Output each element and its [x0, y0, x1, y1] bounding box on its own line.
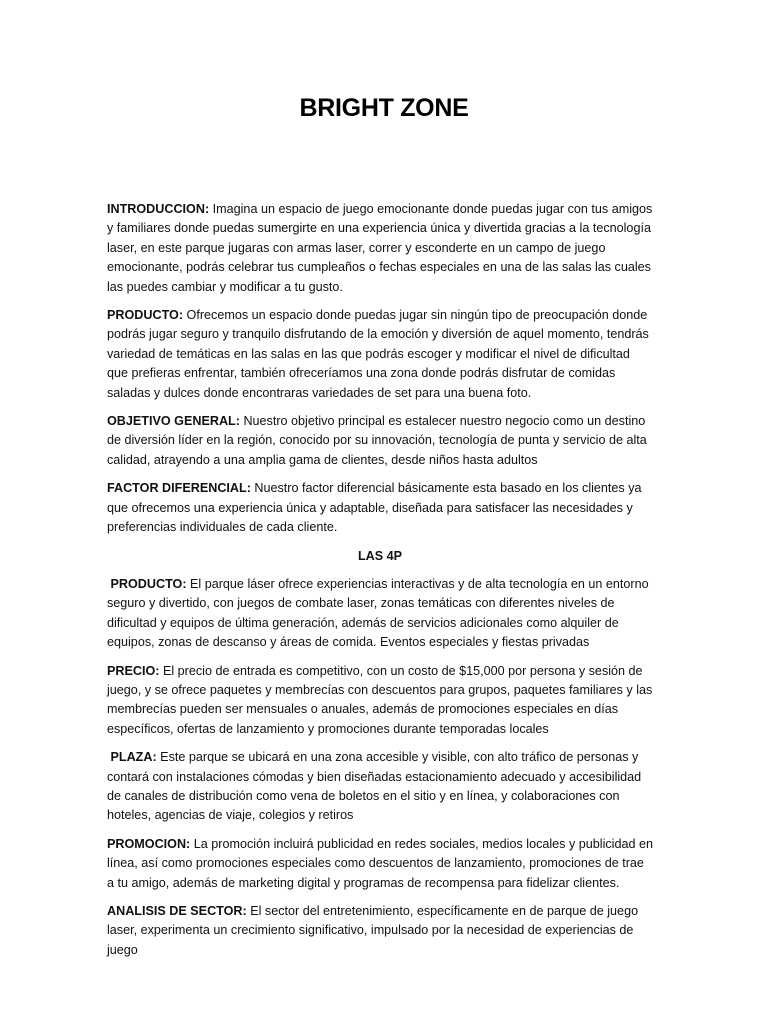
paragraph-producto	[107, 306, 653, 403]
paragraph-label: ANALISIS DE SECTOR:	[107, 904, 247, 918]
paragraph-text: El precio de entrada es competitivo, con un costo de $15,000 por persona y sesión de juego, y se ofrece paquetes y membrecías con descuentos para grupos, paquetes familiares y las membrecías pueden ser mensuales o anuales, además de promociones especiales en días específicos, ofertas de lanzamiento y promociones durante temporadas locales	[107, 663, 653, 736]
paragraph-objetivo-general	[107, 412, 653, 470]
paragraph-text: La promoción incluirá publicidad en redes sociales, medios locales y publicidad en línea, así como promociones especiales como descuentos de lanzamiento, promociones de trae a tu amigo, además de marketing digital y programas de recompensa para fidelizar clientes.	[107, 836, 653, 890]
paragraph-text: Imagina un espacio de juego emocionante donde puedas jugar con tus amigos y familiares donde puedas sumergirte en una experiencia única y divertida gracias a la tecnología laser, en este parque jugaras con armas laser, correr y esconderte en un campo de juego emocionante, podrás celebrar tus cumpleaños o fechas especiales en una de las salas las cuales las puedes cambiar y modificar a tu gusto.	[107, 202, 653, 294]
paragraph-label: PRODUCTO:	[107, 308, 184, 323]
paragraph-label: PRODUCTO:	[107, 576, 187, 591]
paragraph-label: PLAZA:	[107, 750, 157, 765]
paragraph-4p-precio	[107, 662, 653, 740]
document-title: BRIGHT ZONE	[299, 94, 469, 122]
paragraph-4p-promocion	[107, 835, 653, 893]
paragraph-label: OBJETIVO GENERAL:	[107, 414, 240, 429]
paragraph-factor-diferencial	[107, 479, 653, 537]
paragraph-text: Nuestro objetivo principal es estalecer nuestro negocio como un destino de diversión líder en la región, conocido por su innovación, tecnología de punta y servicio de alta calidad, atrayendo a una amplia gama de clientes, desde niños hasta adultos	[107, 414, 647, 467]
paragraph-4p-plaza	[107, 748, 653, 826]
paragraph-label: FACTOR DIFERENCIAL:	[107, 481, 251, 496]
paragraph-label: INTRODUCCION:	[107, 202, 210, 216]
paragraph-label: PROMOCION:	[107, 836, 191, 851]
paragraph-introduccion	[107, 200, 653, 297]
paragraph-text: Ofrecemos un espacio donde puedas jugar sin ningún tipo de preocupación donde podrás jugar seguro y tranquilo disfrutando de la emoción y diversión de aquel momento, tendrás variedad de temáticas en las salas en las que podrás escoger y modificar el nivel de dificultad que prefieras enfrentar, también ofreceríamos una zona donde podrás disfrutar de comidas saladas y dulces donde encontraras variedades de set para una buena foto.	[107, 308, 649, 400]
paragraph-text: El sector del entretenimiento, específicamente en de parque de juego laser, experimenta un crecimiento significativo, impulsado por la necesidad de experiencias de juego	[107, 904, 639, 957]
section-heading-las-4p: LAS 4P	[357, 548, 403, 563]
paragraph-label: PRECIO:	[107, 663, 160, 678]
paragraph-text: Nuestro factor diferencial básicamente esta basado en los clientes ya que ofrecemos una experiencia única y adaptable, diseñada para satisfacer las necesidades y preferencias individuales de cada cliente.	[107, 481, 642, 535]
document-body	[107, 200, 653, 969]
paragraph-4p-producto	[107, 575, 653, 653]
paragraph-analisis-sector	[107, 902, 653, 960]
paragraph-text: El parque láser ofrece experiencias interactivas y de alta tecnología en un entorno seguro y divertido, con juegos de combate laser, zonas temáticas con diferentes niveles de dificultad y equipos de última generación, además de servicios adicionales como alquiler de equipos, zonas de descanso y áreas de comida. Eventos especiales y fiestas privadas	[107, 576, 649, 650]
paragraph-text: Este parque se ubicará en una zona accesible y visible, con alto tráfico de personas y contará con instalaciones cómodas y bien diseñadas estacionamiento adecuado y accesibilidad de canales de distribución como vena de boletos en el sitio y en línea, y colaboraciones con hoteles, agencias de viaje, colegios y retiros	[107, 750, 642, 823]
